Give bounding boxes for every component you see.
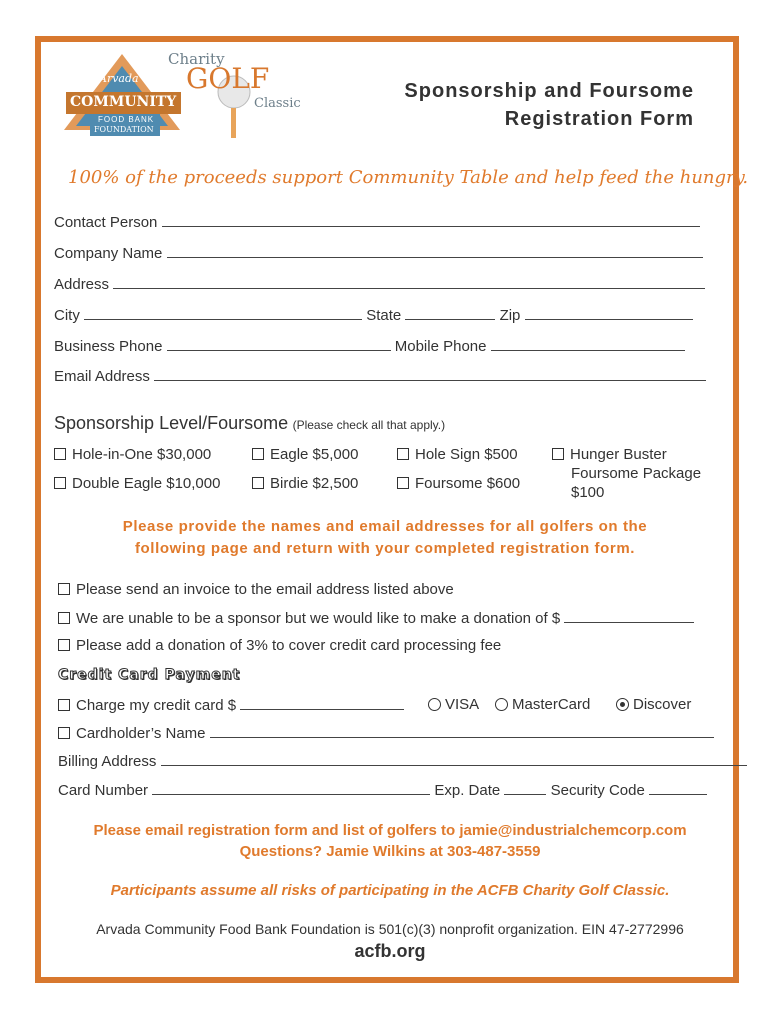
- option-donation[interactable]: [58, 609, 694, 627]
- city-label: City: [54, 307, 80, 324]
- state-label: State: [366, 307, 402, 324]
- logo-food-bank: FOOD BANK: [98, 115, 155, 124]
- risk-statement: Participants assume all risks of participating in the ACFB Charity Golf Classic.: [110, 882, 670, 899]
- acfb-logo: [64, 52, 309, 144]
- logo-community: COMMUNITY: [70, 94, 177, 110]
- radio-discover[interactable]: [616, 698, 629, 711]
- questions-line: Questions? Jamie Wilkins at 303-487-3559: [239, 843, 541, 860]
- form-title-line2: Registration Form: [504, 108, 694, 130]
- security-code-field[interactable]: [649, 781, 707, 795]
- option-birdie[interactable]: [252, 475, 358, 492]
- billing-row: [58, 752, 747, 770]
- option-eagle[interactable]: [252, 446, 358, 463]
- label-cardholder: Cardholder’s Name: [76, 725, 206, 742]
- label-double-eagle: Double Eagle $10,000: [72, 475, 221, 492]
- checkbox-double-eagle[interactable]: [54, 477, 66, 489]
- address-row: [54, 275, 705, 293]
- instructions-line2: following page and return with your completed registration form.: [134, 540, 636, 557]
- email-row: [54, 367, 706, 385]
- credit-card-heading: Credit Card Payment: [58, 667, 241, 683]
- label-hunger-buster-2: Foursome Package: [571, 465, 702, 482]
- email-field[interactable]: [154, 367, 706, 381]
- charge-amount-field[interactable]: [240, 696, 404, 710]
- option-hole-in-one[interactable]: [54, 446, 211, 463]
- billing-field[interactable]: [161, 752, 747, 766]
- checkbox-cc-fee[interactable]: [58, 639, 70, 651]
- card-number-row: [58, 781, 707, 799]
- checkbox-foursome[interactable]: [397, 477, 409, 489]
- checkbox-hole-in-one[interactable]: [54, 448, 66, 460]
- checkbox-cardholder[interactable]: [58, 727, 70, 739]
- logo-charity: Charity: [168, 50, 225, 68]
- mobile-phone-field[interactable]: [491, 337, 685, 351]
- label-birdie: Birdie $2,500: [270, 475, 359, 492]
- label-billing: Billing Address: [58, 753, 157, 770]
- option-double-eagle[interactable]: [54, 475, 220, 492]
- company-name-label: Company Name: [54, 245, 163, 262]
- state-field[interactable]: [405, 306, 495, 320]
- checkbox-birdie[interactable]: [252, 477, 264, 489]
- label-eagle: Eagle $5,000: [270, 446, 359, 463]
- label-hole-in-one: Hole-in-One $30,000: [72, 446, 212, 463]
- address-field[interactable]: [113, 275, 705, 289]
- city-row: [54, 306, 693, 324]
- logo-arvada: Arvada: [99, 72, 139, 85]
- contact-person-label: Contact Person: [54, 214, 158, 231]
- label-card-number: Card Number: [58, 782, 149, 799]
- mobile-phone-label: Mobile Phone: [394, 338, 487, 355]
- checkbox-hunger-buster[interactable]: [552, 448, 564, 460]
- option-invoice[interactable]: [58, 581, 454, 598]
- form-title-line1: Sponsorship and Foursome: [404, 80, 694, 102]
- phone-row: [54, 337, 685, 355]
- label-cc-fee: Please add a donation of 3% to cover credit card processing fee: [76, 637, 502, 654]
- company-name-row: [54, 244, 703, 262]
- label-exp-date: Exp. Date: [434, 782, 501, 799]
- cardholder-field[interactable]: [210, 724, 714, 738]
- option-hunger-buster[interactable]: [552, 445, 701, 502]
- option-cc-fee[interactable]: [58, 637, 501, 654]
- tagline: 100% of the proceeds support Community Table and help feed the hungry.: [68, 167, 749, 188]
- card-type-discover[interactable]: [616, 696, 691, 713]
- label-hunger-buster-1: Hunger Buster: [570, 446, 667, 463]
- logo-classic: Classic: [254, 96, 301, 111]
- label-hole-sign: Hole Sign $500: [415, 446, 518, 463]
- instructions-line1: Please provide the names and email addresses for all golfers on the: [122, 518, 648, 535]
- checkbox-invoice[interactable]: [58, 583, 70, 595]
- label-hunger-buster-3: $100: [571, 484, 605, 501]
- zip-label: Zip: [499, 307, 521, 324]
- label-mastercard: MasterCard: [512, 696, 591, 713]
- charge-row: [58, 696, 404, 714]
- logo-foundation: FOUNDATION: [94, 125, 154, 134]
- label-foursome: Foursome $600: [415, 475, 521, 492]
- website[interactable]: acfb.org: [354, 941, 426, 961]
- option-foursome[interactable]: [397, 475, 520, 492]
- zip-field[interactable]: [525, 306, 693, 320]
- address-label: Address: [54, 276, 110, 293]
- checkbox-hole-sign[interactable]: [397, 448, 409, 460]
- sponsorship-heading-row: [54, 413, 445, 434]
- option-hole-sign[interactable]: [397, 446, 518, 463]
- logo-golf: GOLF: [186, 62, 270, 95]
- label-invoice: Please send an invoice to the email address listed above: [76, 581, 454, 598]
- contact-person-row: [54, 213, 700, 231]
- sponsorship-heading: Sponsorship Level/Foursome: [54, 413, 289, 433]
- city-field[interactable]: [84, 306, 362, 320]
- business-phone-field[interactable]: [167, 337, 391, 351]
- donation-amount-field[interactable]: [564, 609, 694, 623]
- contact-person-field[interactable]: [162, 213, 700, 227]
- email-label: Email Address: [54, 368, 150, 385]
- checkbox-eagle[interactable]: [252, 448, 264, 460]
- exp-date-field[interactable]: [504, 781, 546, 795]
- card-number-field[interactable]: [152, 781, 430, 795]
- nonprofit-statement: Arvada Community Food Bank Foundation is 501(c)(3) nonprofit organization. EIN 47-2772996: [96, 921, 684, 937]
- label-discover: Discover: [633, 696, 692, 713]
- card-type-mastercard[interactable]: [495, 696, 590, 713]
- radio-mastercard[interactable]: [495, 698, 508, 711]
- label-donation: We are unable to be a sponsor but we would like to make a donation of $: [76, 610, 561, 627]
- checkbox-donation[interactable]: [58, 612, 70, 624]
- label-charge-card: Charge my credit card $: [76, 697, 237, 714]
- card-type-visa[interactable]: [428, 696, 479, 713]
- email-instructions: Please email registration form and list of golfers to jamie@industrialchemcorp.com: [93, 822, 687, 839]
- label-visa: VISA: [445, 696, 480, 713]
- cardholder-row: [58, 724, 714, 742]
- sponsorship-note: (Please check all that apply.): [292, 418, 446, 432]
- business-phone-label: Business Phone: [54, 338, 163, 355]
- radio-visa[interactable]: [428, 698, 441, 711]
- checkbox-charge-card[interactable]: [58, 699, 70, 711]
- label-security-code: Security Code: [550, 782, 645, 799]
- company-name-field[interactable]: [167, 244, 703, 258]
